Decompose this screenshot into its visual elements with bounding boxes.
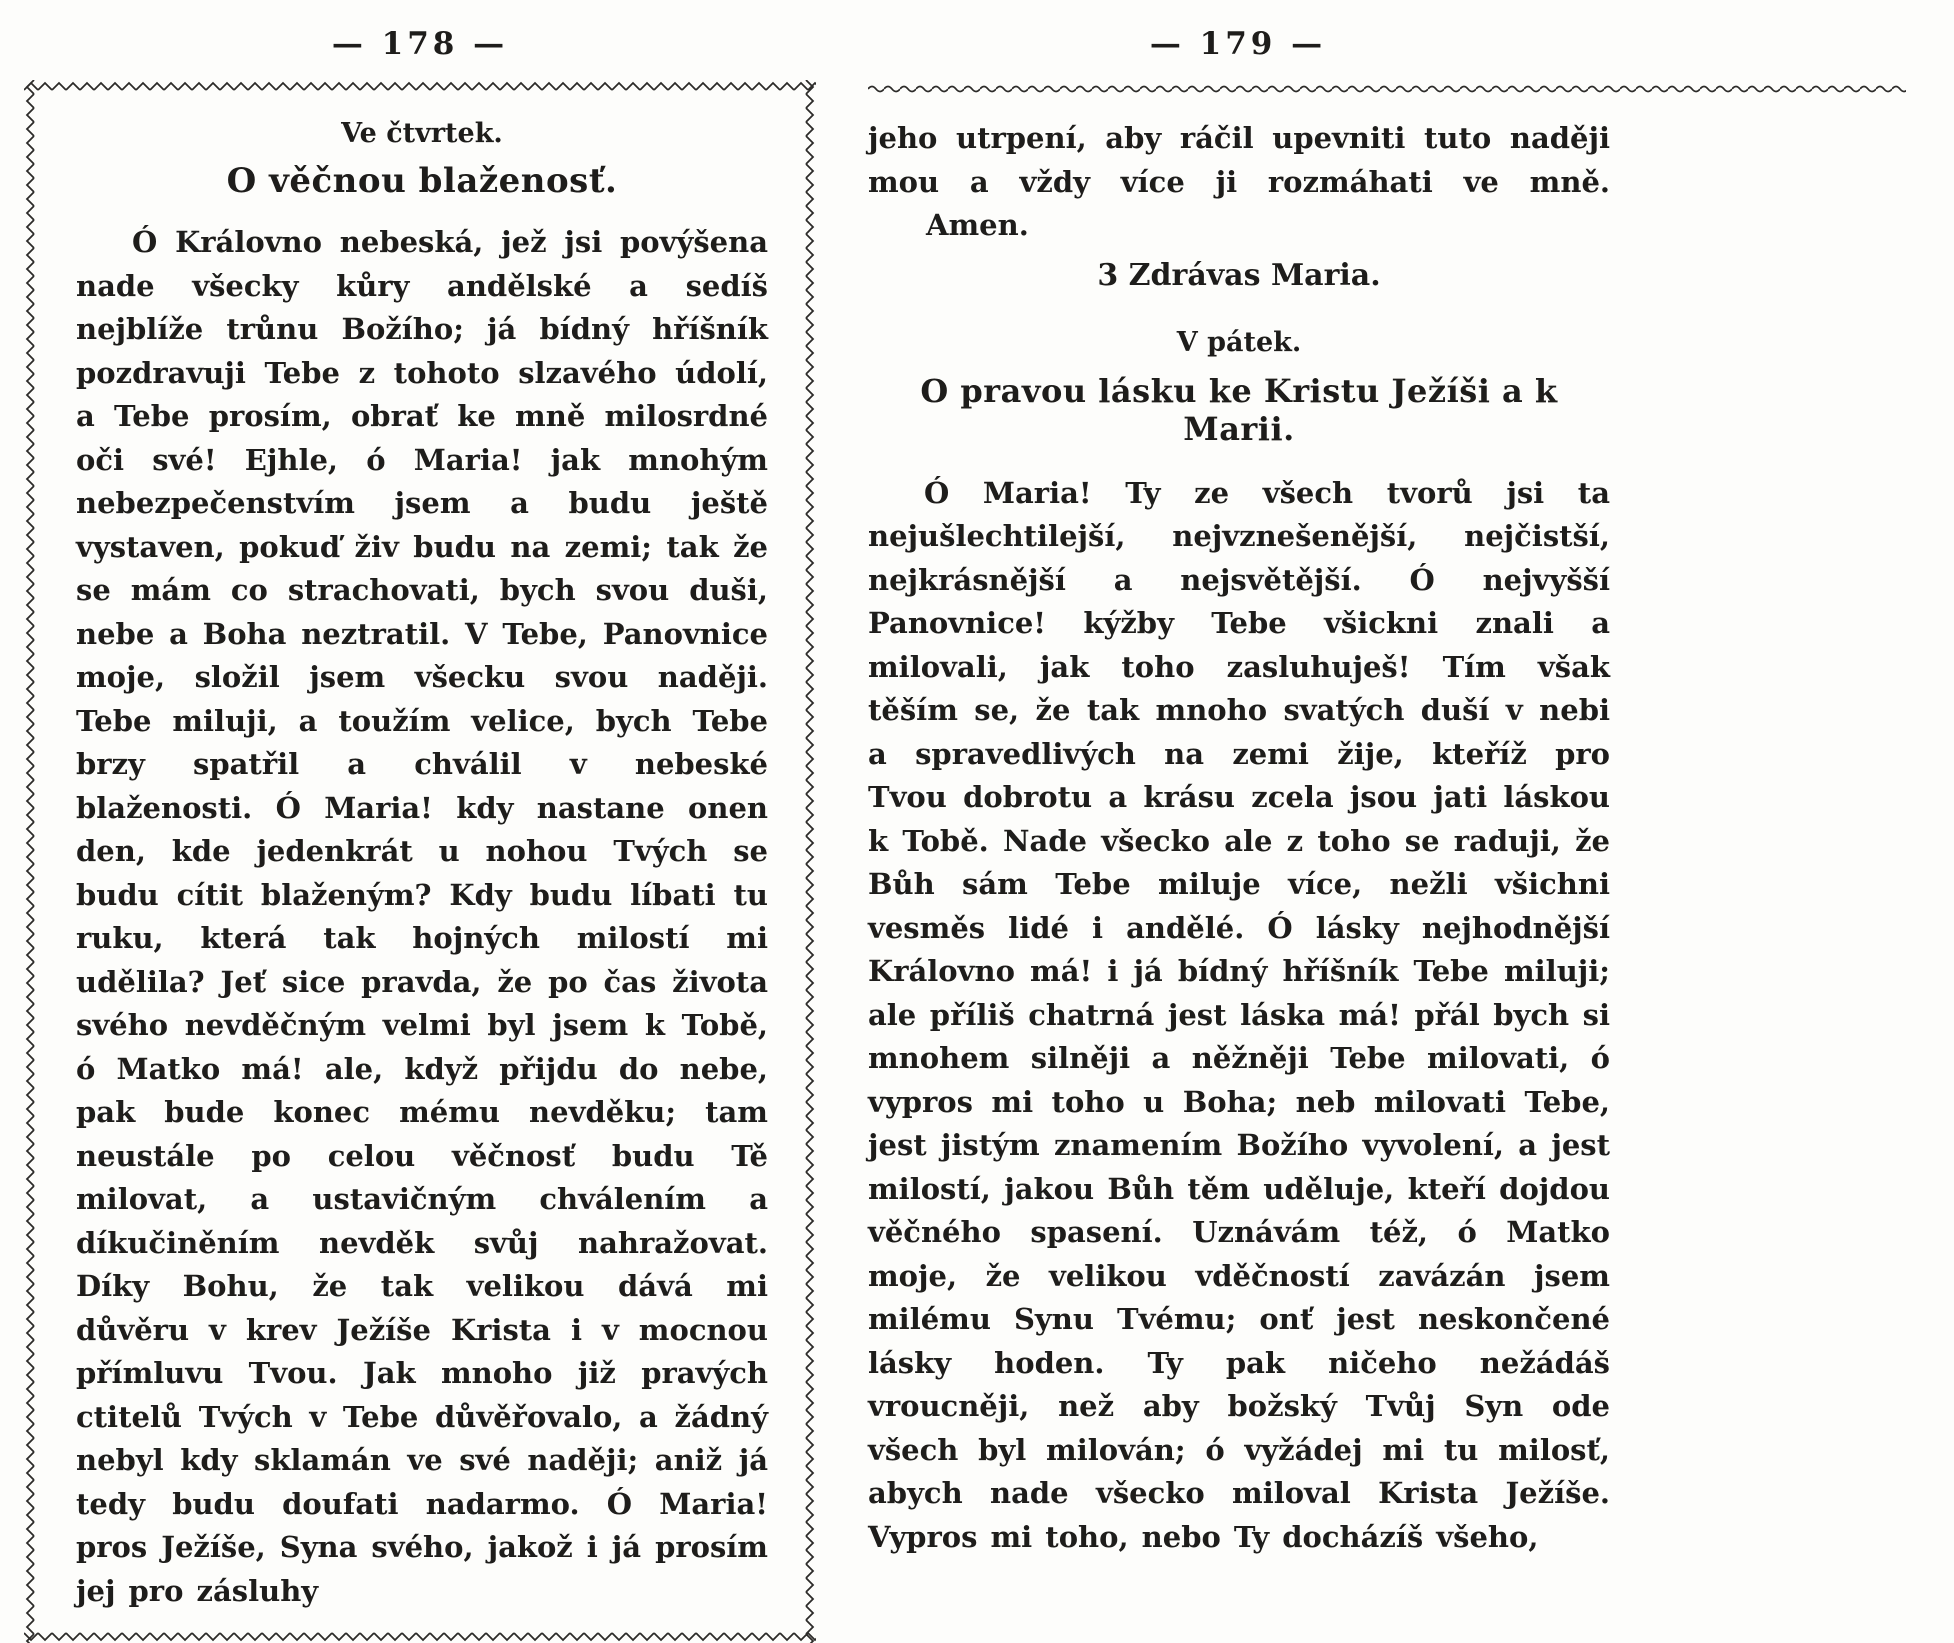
prayer-body-right: Ó Maria! Ty ze všech tvorů jsi ta nejušlechtilejší, nejvznešenější, nejčistší, nejkrásnější a nejsvětější. Ó nejvyšší Panovnice! kýžby Tebe všickni znali a milovali, jak toho zasluhuješ! Tím však těším se, že tak mnoho svatých duší v nebi a spravedlivých na zemi žije, kteříž pro Tvou dobrotu a krásu zcela jsou jati láskou k Tobě. Nade všecko ale z toho se raduji, že Bůh sám Tebe miluje více, nežli všichni vesměs lidé i andělé. Ó lásky nejhodnější Královno má! i já bídný hříšník Tebe miluji; ale příliš chatrná jest láska má! přál bych si mnohem silněji a něžněji Tebe milovati, ó vypros mi toho u Boha; neb milovati Tebe, jest jistým znamením Božího vyvolení, a jest milostí, jakou Bůh těm uděluje, kteří dojdou věčného spasení. Uznávám též, ó Matko moje, že velikou vděčností zavázán jsem milému Synu Tvému; onť jest neskončené lásky hoden. Ty pak ničeho nežádáš vroucněji, než aby božský Tvůj Syn ode všech byl milován; ó vyžádej mi tu milosť, abych nade všecko miloval Krista Ježíše. Vypros mi toho, nebo Ty docházíš všeho, [868,475,1610,1554]
day-heading-friday: V pátek. [1176,326,1302,358]
prayer-continuation [868,117,1610,248]
right-page-content [868,117,1610,1559]
zigzag-border-right [803,80,816,1643]
page-178 [0,0,832,1608]
amen-text: Amen. [926,208,1029,242]
page-number-right: — 179 — [1149,26,1327,62]
prayer-body-left: Ó Královno nebeská, jež jsi povýšena nade všecky kůry andělské a sedíš nejblíže trůnu Božího; já bídný hříšník pozdravuji Tebe z tohoto slzavého údolí, a Tebe prosím, obrať ke mně milosrdné oči své! Ejhle, ó Maria! jak mnohým nebezpečenstvím jsem a budu ještě vystaven, pokuď živ budu na zemi; tak že se mám co strachovati, bych svou duši, nebe a Boha neztratil. V Tebe, Panovnice moje, složil jsem všecku svou naději. Tebe miluji, a toužím velice, bych Tebe brzy spatřil a chválil v nebeské blaženosti. Ó Maria! kdy nastane onen den, kde jedenkrát u nohou Tvých se budu cítit blaženým? Kdy budu líbati tu ruku, která tak hojných milostí mi udělila? Jeť sice pravda, že po čas života svého nevděčným velmi byl jsem k Tobě, ó Matko má! ale, když přijdu do nebe, pak bude konec mému nevděku; tam neustále po celou věčnosť budu Tě milovat, a ustavičným chválením a díkučiněním nevděk svůj nahražovat. Díky Bohu, že tak velikou dává mi důvěru v krev Ježíše Krista i v mocnou přímluvu Tvou. Jak mnoho již pravých ctitelů Tvých v Tebe důvěřovalo, a žádný nebyl kdy sklamán ve své naději; aniž já tedy budu doufati nadarmo. Ó Maria! pros Ježíše, Syna svého, jakož i já prosím jej pro zásluhy [76,225,768,1608]
page-number-left: — 178 — [331,26,509,62]
prayer-title-right: O pravou lásku ke Kristu Ježíši a k Marii. [920,371,1558,448]
day-heading-thursday: Ve čtvrtek. [341,118,503,149]
prayer-count: 3 Zdrávas Maria. [1097,257,1381,293]
prayer-title-left: O věčnou blaženosť. [226,161,618,201]
page-179 [832,0,1954,1554]
zigzag-border-top [24,80,816,93]
zigzag-border-bottom [24,1630,816,1643]
continuation-text: jeho utrpení, aby ráčil upevniti tuto naději mou a vždy více ji rozmáhati ve mně. [868,121,1610,199]
decorative-frame [24,80,816,1643]
wavy-rule-top [868,80,1906,93]
zigzag-border-left [24,80,37,1643]
left-page-content [76,118,768,1613]
